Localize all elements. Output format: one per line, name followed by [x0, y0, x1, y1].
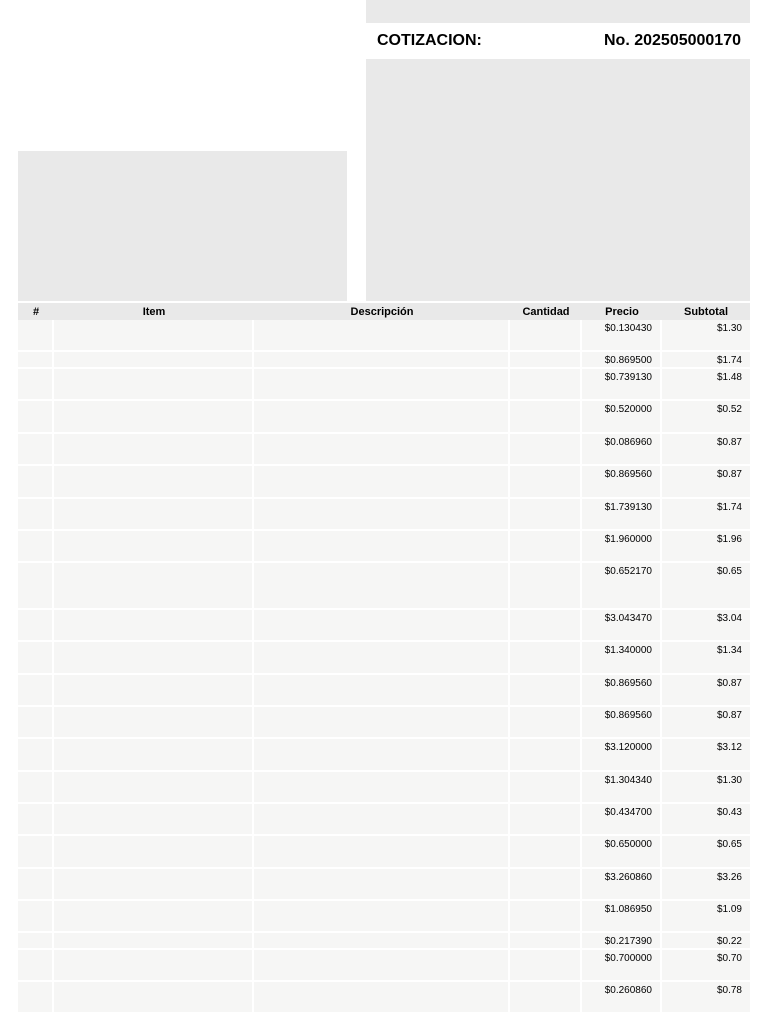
cell-price: $0.869560: [582, 466, 662, 499]
table-row: [18, 804, 750, 836]
cell-number: [18, 466, 54, 499]
cell-number: [18, 933, 54, 950]
cell-subtotal: $3.26: [662, 869, 750, 901]
cell-number: [18, 804, 54, 836]
table-row: [18, 707, 750, 739]
cell-subtotal: $0.87: [662, 466, 750, 499]
cell-subtotal: $1.34: [662, 642, 750, 675]
cell-description: [254, 707, 510, 739]
cell-quantity: [510, 836, 582, 869]
cell-number: [18, 707, 54, 739]
cell-price: $0.217390: [582, 933, 662, 950]
cell-quantity: [510, 901, 582, 933]
cell-subtotal: $0.87: [662, 707, 750, 739]
cell-item: [54, 739, 254, 772]
cell-description: [254, 434, 510, 466]
header-number: #: [32, 305, 40, 318]
cell-price: $3.260860: [582, 869, 662, 901]
cell-price: $0.700000: [582, 950, 662, 982]
cell-description: [254, 610, 510, 642]
cell-item: [54, 531, 254, 563]
cell-price: $1.304340: [582, 772, 662, 804]
table-row: [18, 352, 750, 369]
cell-item: [54, 836, 254, 869]
cell-number: [18, 642, 54, 675]
cell-number: [18, 499, 54, 531]
quote-items-table: [18, 303, 750, 1014]
table-row: [18, 950, 750, 982]
cell-description: [254, 563, 510, 610]
cell-item: [54, 772, 254, 804]
cell-price: $0.739130: [582, 369, 662, 401]
cell-quantity: [510, 772, 582, 804]
cell-item: [54, 499, 254, 531]
cell-item: [54, 804, 254, 836]
table-row: [18, 772, 750, 804]
cell-quantity: [510, 352, 582, 369]
table-row: [18, 401, 750, 434]
cell-item: [54, 642, 254, 675]
cell-description: [254, 836, 510, 869]
table-row: [18, 933, 750, 950]
cell-subtotal: $1.09: [662, 901, 750, 933]
cell-description: [254, 369, 510, 401]
cell-description: [254, 739, 510, 772]
cell-description: [254, 352, 510, 369]
cell-price: $0.652170: [582, 563, 662, 610]
cell-number: [18, 563, 54, 610]
cell-subtotal: $3.04: [662, 610, 750, 642]
cell-price: $0.869560: [582, 707, 662, 739]
cell-number: [18, 982, 54, 1014]
cell-description: [254, 933, 510, 950]
table-header: [18, 303, 750, 320]
cell-price: $0.260860: [582, 982, 662, 1014]
cell-price: $1.086950: [582, 901, 662, 933]
cell-number: [18, 369, 54, 401]
cell-subtotal: $0.22: [662, 933, 750, 950]
cell-description: [254, 320, 510, 352]
cell-price: $1.340000: [582, 642, 662, 675]
header-quantity: Cantidad: [522, 305, 570, 318]
table-row: [18, 836, 750, 869]
table-row: [18, 563, 750, 610]
table-row: [18, 869, 750, 901]
cell-description: [254, 901, 510, 933]
cell-quantity: [510, 531, 582, 563]
header-subtotal: Subtotal: [684, 305, 728, 318]
cell-number: [18, 836, 54, 869]
cell-subtotal: $1.30: [662, 772, 750, 804]
cell-number: [18, 434, 54, 466]
cell-price: $3.043470: [582, 610, 662, 642]
cell-subtotal: $0.65: [662, 563, 750, 610]
table-row: [18, 642, 750, 675]
cell-subtotal: $0.52: [662, 401, 750, 434]
cell-quantity: [510, 369, 582, 401]
cell-quantity: [510, 320, 582, 352]
document-number: No. 202505000170: [604, 32, 741, 49]
cell-price: $0.869560: [582, 675, 662, 707]
cell-description: [254, 642, 510, 675]
cell-description: [254, 466, 510, 499]
table-row: [18, 982, 750, 1014]
cell-number: [18, 869, 54, 901]
cell-item: [54, 675, 254, 707]
document-title-row: [366, 23, 750, 59]
cell-number: [18, 320, 54, 352]
table-row: [18, 499, 750, 531]
company-info-panel: [18, 151, 347, 301]
cell-price: $1.960000: [582, 531, 662, 563]
cell-item: [54, 707, 254, 739]
cell-quantity: [510, 642, 582, 675]
cell-subtotal: $1.30: [662, 320, 750, 352]
cell-subtotal: $1.74: [662, 499, 750, 531]
cell-item: [54, 466, 254, 499]
table-row: [18, 531, 750, 563]
table-row: [18, 675, 750, 707]
cell-quantity: [510, 610, 582, 642]
cell-number: [18, 950, 54, 982]
cell-price: $0.086960: [582, 434, 662, 466]
cell-item: [54, 563, 254, 610]
cell-quantity: [510, 466, 582, 499]
cell-quantity: [510, 982, 582, 1014]
table-row: [18, 320, 750, 352]
cell-description: [254, 869, 510, 901]
table-row: [18, 610, 750, 642]
cell-number: [18, 401, 54, 434]
cell-price: $0.650000: [582, 836, 662, 869]
cell-number: [18, 531, 54, 563]
table-row: [18, 466, 750, 499]
client-info-panel: [366, 59, 750, 301]
header-description: Descripción: [350, 305, 414, 318]
cell-item: [54, 401, 254, 434]
cell-number: [18, 772, 54, 804]
cell-price: $0.130430: [582, 320, 662, 352]
cell-subtotal: $1.48: [662, 369, 750, 401]
cell-item: [54, 982, 254, 1014]
cell-quantity: [510, 869, 582, 901]
cell-price: $0.520000: [582, 401, 662, 434]
cell-quantity: [510, 707, 582, 739]
cell-quantity: [510, 804, 582, 836]
cell-number: [18, 675, 54, 707]
cell-item: [54, 901, 254, 933]
cell-item: [54, 320, 254, 352]
cell-description: [254, 499, 510, 531]
cell-item: [54, 369, 254, 401]
cell-description: [254, 675, 510, 707]
table-row: [18, 434, 750, 466]
cell-subtotal: $0.43: [662, 804, 750, 836]
cell-item: [54, 933, 254, 950]
cell-item: [54, 434, 254, 466]
table-body: [18, 320, 750, 1014]
cell-price: $1.739130: [582, 499, 662, 531]
cell-description: [254, 804, 510, 836]
cell-quantity: [510, 434, 582, 466]
cell-number: [18, 739, 54, 772]
table-row: [18, 369, 750, 401]
cell-description: [254, 772, 510, 804]
table-row: [18, 901, 750, 933]
cell-quantity: [510, 933, 582, 950]
cell-subtotal: $1.74: [662, 352, 750, 369]
cell-price: $0.869500: [582, 352, 662, 369]
cell-quantity: [510, 563, 582, 610]
cell-subtotal: $0.70: [662, 950, 750, 982]
cell-subtotal: $1.96: [662, 531, 750, 563]
header-price: Precio: [605, 305, 639, 318]
cell-subtotal: $0.65: [662, 836, 750, 869]
cell-description: [254, 531, 510, 563]
cell-subtotal: $0.87: [662, 675, 750, 707]
cell-quantity: [510, 739, 582, 772]
cell-price: $3.120000: [582, 739, 662, 772]
header-item: Item: [142, 305, 166, 318]
cell-subtotal: $3.12: [662, 739, 750, 772]
cell-item: [54, 352, 254, 369]
cell-item: [54, 610, 254, 642]
cell-description: [254, 950, 510, 982]
cell-item: [54, 950, 254, 982]
cell-number: [18, 610, 54, 642]
cell-subtotal: $0.87: [662, 434, 750, 466]
cell-quantity: [510, 675, 582, 707]
cell-number: [18, 901, 54, 933]
cell-quantity: [510, 401, 582, 434]
cell-subtotal: $0.78: [662, 982, 750, 1014]
cell-item: [54, 869, 254, 901]
cell-quantity: [510, 950, 582, 982]
document-title: COTIZACION:: [377, 32, 482, 49]
cell-description: [254, 401, 510, 434]
table-row: [18, 739, 750, 772]
header-bar: [366, 0, 750, 23]
cell-quantity: [510, 499, 582, 531]
cell-number: [18, 352, 54, 369]
cell-price: $0.434700: [582, 804, 662, 836]
cell-description: [254, 982, 510, 1014]
